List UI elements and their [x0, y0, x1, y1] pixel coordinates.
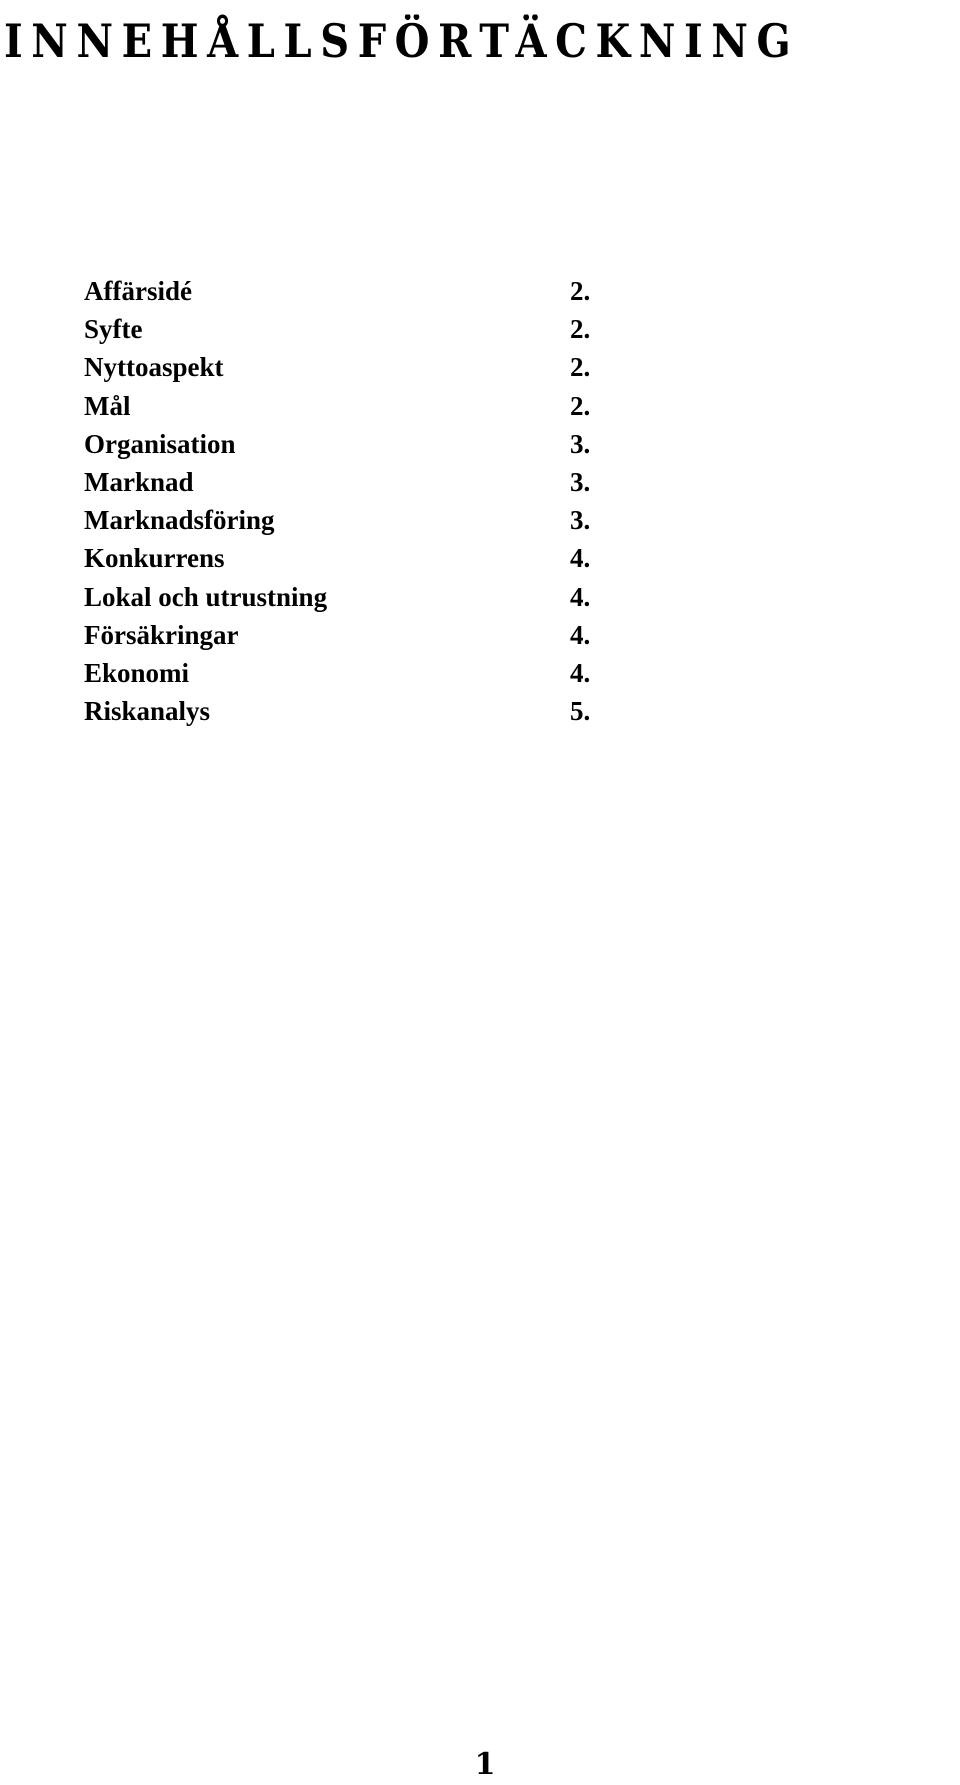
toc-entry-organisation: [84, 425, 624, 463]
page-title: INNEHÅLLSFÖRTÄCKNING: [4, 14, 800, 69]
toc-entry-page: 4.: [570, 619, 591, 650]
toc-entry-syfte: [84, 310, 624, 348]
toc-entry-page: 4.: [570, 543, 591, 574]
toc-entry-page: 4.: [570, 657, 591, 688]
toc-entry-label: Marknad: [84, 466, 194, 497]
toc-entry-mal: [84, 387, 624, 425]
toc-entry-riskanalys: [84, 692, 624, 730]
toc-entry-label: Konkurrens: [84, 543, 225, 574]
toc-entry-label: Marknadsföring: [84, 505, 275, 536]
toc-entry-affarside: [84, 272, 624, 310]
table-of-contents: [84, 272, 624, 730]
toc-entry-nyttoaspekt: [84, 348, 624, 386]
toc-entry-label: Riskanalys: [84, 696, 211, 727]
toc-entry-page: 4.: [570, 581, 591, 612]
toc-entry-page: 2.: [570, 390, 591, 421]
toc-entry-lokal-och-utrustning: [84, 578, 624, 616]
toc-entry-label: Försäkringar: [84, 619, 239, 650]
toc-entry-forsakringar: [84, 616, 624, 654]
toc-entry-page: 2.: [570, 352, 591, 383]
toc-entry-page: 3.: [570, 466, 591, 497]
toc-entry-marknad: [84, 463, 624, 501]
toc-entry-label: Affärsidé: [84, 276, 192, 306]
toc-entry-label: Nyttoaspekt: [84, 352, 224, 383]
toc-entry-label: Syfte: [84, 314, 143, 345]
toc-entry-page: 5.: [570, 696, 591, 727]
toc-entry-label: Lokal och utrustning: [84, 581, 328, 612]
toc-entry-page: 2.: [570, 276, 591, 306]
toc-entry-page: 2.: [570, 314, 591, 345]
toc-entry-label: Ekonomi: [84, 657, 190, 688]
toc-entry-ekonomi: [84, 654, 624, 692]
page-number: 1: [474, 1747, 496, 1782]
toc-entry-label: Mål: [84, 390, 131, 421]
toc-entry-konkurrens: [84, 539, 624, 577]
toc-entry-marknadsforing: [84, 501, 624, 539]
toc-entry-page: 3.: [570, 428, 591, 459]
toc-entry-page: 3.: [570, 505, 591, 536]
toc-entry-label: Organisation: [84, 428, 236, 459]
